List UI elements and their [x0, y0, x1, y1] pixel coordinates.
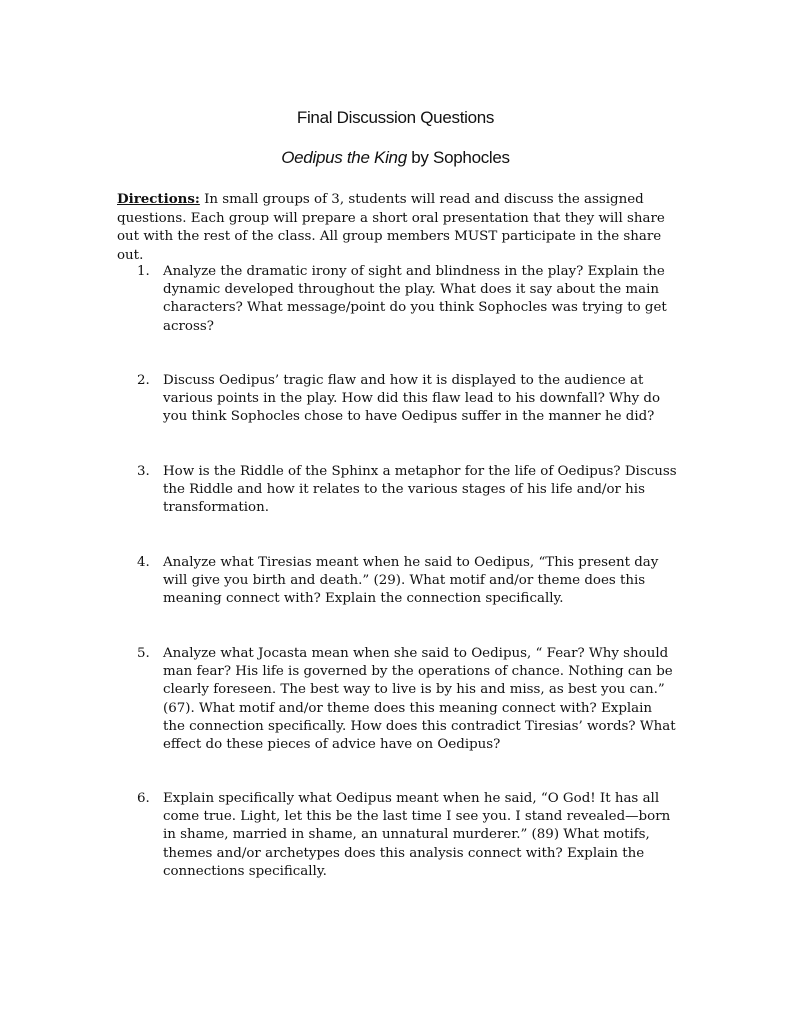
directions-label: Directions: — [117, 191, 200, 207]
question-number: 1. — [137, 264, 150, 279]
question-text: How is the Riddle of the Sphinx a metaphor for the life of Oedipus? Discuss the Riddle and how it relates to the various stages of his life and/or his transformation. — [163, 464, 677, 516]
question-number: 5. — [137, 646, 150, 661]
question-number: 3. — [137, 464, 150, 479]
play-title: Oedipus the King — [281, 148, 407, 167]
directions-text: In small groups of 3, students will read and discuss the assigned questions. Each group will prepare a short oral presentation that they will share out with the rest of the class. All group members MUST participate in the share out. — [117, 192, 665, 263]
author-credit: by Sophocles — [406, 148, 510, 167]
question-text: Analyze what Jocasta mean when she said to Oedipus, “ Fear? Why should man fear? His life is governed by the operations of chance. Nothing can be clearly foreseen. The best way to live is by his and miss, as best you can.” (67). What motif and/or theme does this meaning connect with? Explain the connection specifically. How does this contradict Tiresias’ words? What effect do these pieces of advice have on Oedipus? — [163, 646, 676, 753]
question-number: 2. — [137, 373, 150, 388]
question-number: 6. — [137, 791, 150, 806]
question-number: 4. — [137, 555, 150, 570]
question-text: Analyze the dramatic irony of sight and blindness in the play? Explain the dynamic developed throughout the play. What does it say about the main characters? What message/point do you think Sophocles was trying to get across? — [163, 264, 667, 334]
document-subtitle — [0, 148, 791, 168]
question-text: Analyze what Tiresias meant when he said to Oedipus, “This present day will give you birth and death.” (29). What motif and/or theme does this meaning connect with? Explain the connection specifically. — [163, 555, 659, 607]
question-text: Explain specifically what Oedipus meant when he said, “O God! It has all come true. Light, let this be the last time I see you. I stand revealed—born in shame, married in shame, an unnatural murderer.” (89) What motifs, themes and/or archetypes does this analysis connect with? Explain the connections specifically. — [163, 791, 671, 879]
document-title: Final Discussion Questions — [296, 108, 495, 127]
question-text: Discuss Oedipus’ tragic flaw and how it is displayed to the audience at various points in the play. How did this flaw lead to his downfall? Why do you think Sophocles chose to have Oedipus suffer in the manner he did? — [163, 373, 661, 425]
directions-paragraph — [117, 190, 677, 265]
